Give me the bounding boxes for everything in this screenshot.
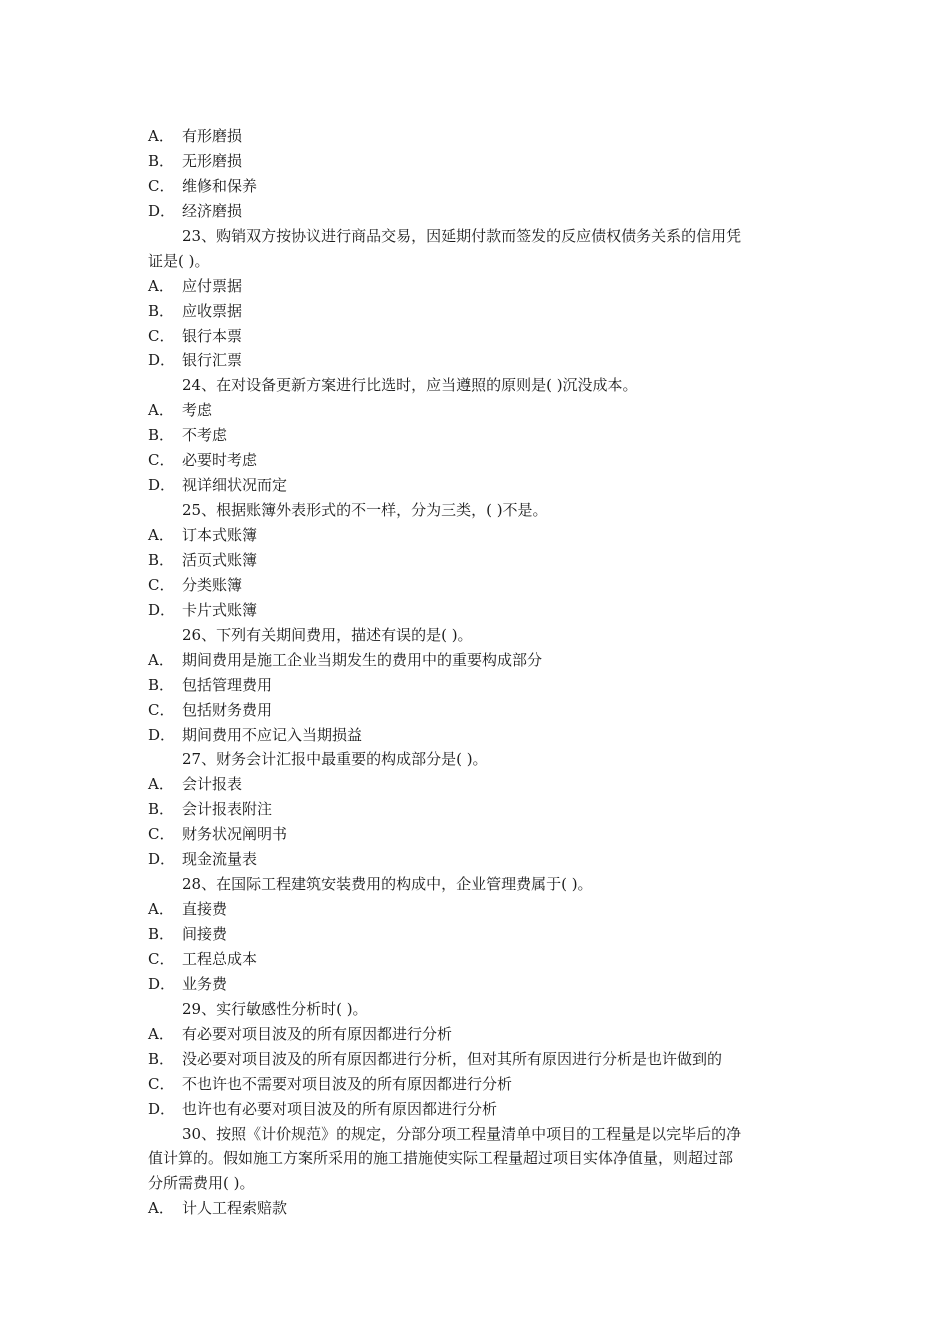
option-letter: D．	[148, 476, 176, 495]
answer-option	[148, 174, 808, 199]
question-stem: 25、根据账簿外表形式的不一样，分为三类，( )不是。	[182, 501, 548, 520]
answer-option	[148, 598, 808, 623]
option-letter: B．	[148, 301, 175, 320]
option-letter: B．	[148, 800, 175, 819]
answer-option	[148, 1196, 808, 1221]
option-letter: C．	[148, 326, 175, 345]
option-letter: A．	[148, 526, 174, 544]
question-stem: 26、下列有关期间费用，描述有误的是( )。	[182, 625, 473, 644]
answer-option	[148, 1047, 808, 1072]
answer-option	[148, 673, 808, 698]
option-letter: C．	[148, 1074, 175, 1093]
answer-option	[148, 274, 808, 299]
answer-option	[148, 149, 808, 174]
option-letter: D．	[148, 600, 176, 619]
option-letter: B．	[148, 550, 175, 569]
question-stem-continuation: 证是( )。	[148, 251, 210, 270]
option-text: 视详细状况而定	[182, 476, 288, 495]
option-text: 不考虑	[182, 426, 228, 445]
question-stem: 24、在对设备更新方案进行比选时，应当遵照的原则是( )沉没成本。	[182, 376, 638, 395]
option-text: 包括财务费用	[182, 700, 273, 719]
answer-option	[148, 797, 808, 822]
option-text: 经济磨损	[182, 201, 243, 220]
answer-option	[148, 573, 808, 598]
option-letter: A．	[148, 276, 174, 295]
option-letter: C．	[148, 825, 175, 844]
question-stem-continuation: 分所需费用( )。	[148, 1174, 255, 1193]
answer-option	[148, 348, 808, 373]
option-text: 考虑	[182, 401, 213, 420]
option-text: 财务状况阐明书	[182, 825, 288, 844]
question-stem: 29、实行敏感性分析时( )。	[182, 999, 368, 1018]
option-text: 分类账簿	[182, 575, 243, 594]
option-text: 计人工程索赔款	[182, 1199, 288, 1218]
option-letter: A．	[148, 401, 174, 420]
answer-option	[148, 448, 808, 473]
option-letter: A．	[148, 127, 174, 145]
answer-option	[148, 1022, 808, 1047]
option-text: 也许也有必要对项目波及的所有原因都进行分析	[182, 1099, 498, 1118]
option-letter: B．	[148, 675, 175, 694]
option-text: 现金流量表	[182, 850, 258, 869]
option-text: 间接费	[182, 925, 228, 943]
option-text: 银行汇票	[182, 351, 243, 370]
option-letter: D．	[148, 351, 176, 370]
option-text: 期间费用是施工企业当期发生的费用中的重要构成部分	[182, 650, 543, 669]
option-letter: C．	[148, 700, 175, 719]
option-letter: A．	[148, 775, 174, 794]
answer-option	[148, 723, 808, 748]
option-letter: D．	[148, 974, 176, 993]
option-letter: C．	[148, 575, 175, 594]
answer-option	[148, 124, 808, 149]
option-letter: A．	[148, 1024, 174, 1043]
option-letter: D．	[148, 725, 176, 744]
question-stem: 27、财务会计汇报中最重要的构成部分是( )。	[182, 750, 488, 769]
option-letter: A．	[148, 1199, 174, 1218]
answer-option	[148, 947, 808, 972]
question-stem: 28、在国际工程建筑安装费用的构成中，企业管理费属于( )。	[182, 875, 593, 894]
option-text: 工程总成本	[182, 949, 258, 968]
option-text: 不也许也不需要对项目波及的所有原因都进行分析	[182, 1074, 513, 1093]
option-text: 包括管理费用	[182, 675, 273, 694]
answer-option	[148, 847, 808, 872]
option-letter: C．	[148, 949, 175, 968]
question-stem: 23、购销双方按协议进行商品交易，因延期付款而签发的反应债权债务关系的信用凭	[182, 226, 742, 245]
option-letter: B．	[148, 151, 175, 170]
answer-option	[148, 922, 808, 947]
question-stem: 30、按照《计价规范》的规定，分部分项工程量清单中项目的工程量是以完毕后的净	[182, 1124, 742, 1143]
option-text: 银行本票	[182, 326, 243, 345]
option-letter: B．	[148, 1049, 175, 1068]
option-text: 有必要对项目波及的所有原因都进行分析	[182, 1024, 453, 1043]
option-text: 期间费用不应记入当期损益	[182, 725, 363, 744]
option-letter: A．	[148, 650, 174, 669]
option-text: 业务费	[182, 974, 228, 993]
option-letter: B．	[148, 426, 175, 445]
option-text: 订本式账簿	[182, 526, 258, 544]
answer-option	[148, 772, 808, 797]
option-text: 卡片式账簿	[182, 600, 258, 619]
answer-option	[148, 423, 808, 448]
answer-option	[148, 199, 808, 224]
answer-option	[148, 1072, 808, 1097]
answer-option	[148, 648, 808, 673]
option-letter: C．	[148, 451, 175, 470]
option-text: 直接费	[182, 900, 228, 919]
answer-option	[148, 698, 808, 723]
option-letter: D．	[148, 1099, 176, 1118]
option-letter: A．	[148, 900, 174, 919]
option-letter: C．	[148, 176, 175, 195]
question-stem-continuation: 值计算的。假如施工方案所采用的施工措施使实际工程量超过项目实体净值量，则超过部	[148, 1149, 734, 1168]
option-letter: D．	[148, 850, 176, 869]
answer-option	[148, 548, 808, 573]
option-text: 应付票据	[182, 276, 243, 295]
answer-option	[148, 1097, 808, 1122]
answer-option	[148, 523, 808, 548]
answer-option	[148, 324, 808, 349]
option-text: 活页式账簿	[182, 550, 258, 569]
answer-option	[148, 473, 808, 498]
option-text: 必要时考虑	[182, 451, 258, 470]
answer-option	[148, 897, 808, 922]
answer-option	[148, 822, 808, 847]
answer-option	[148, 972, 808, 997]
question-list	[148, 124, 808, 1221]
option-text: 会计报表附注	[182, 800, 273, 819]
option-letter: D．	[148, 201, 176, 220]
option-text: 无形磨损	[182, 151, 243, 170]
option-text: 会计报表	[182, 775, 243, 794]
option-text: 有形磨损	[182, 127, 243, 145]
option-letter: B．	[148, 925, 175, 943]
answer-option	[148, 299, 808, 324]
answer-option	[148, 398, 808, 423]
option-text: 维修和保养	[182, 176, 258, 195]
option-text: 应收票据	[182, 301, 243, 320]
option-text: 没必要对项目波及的所有原因都进行分析，但对其所有原因进行分析是也许做到的	[182, 1049, 723, 1068]
